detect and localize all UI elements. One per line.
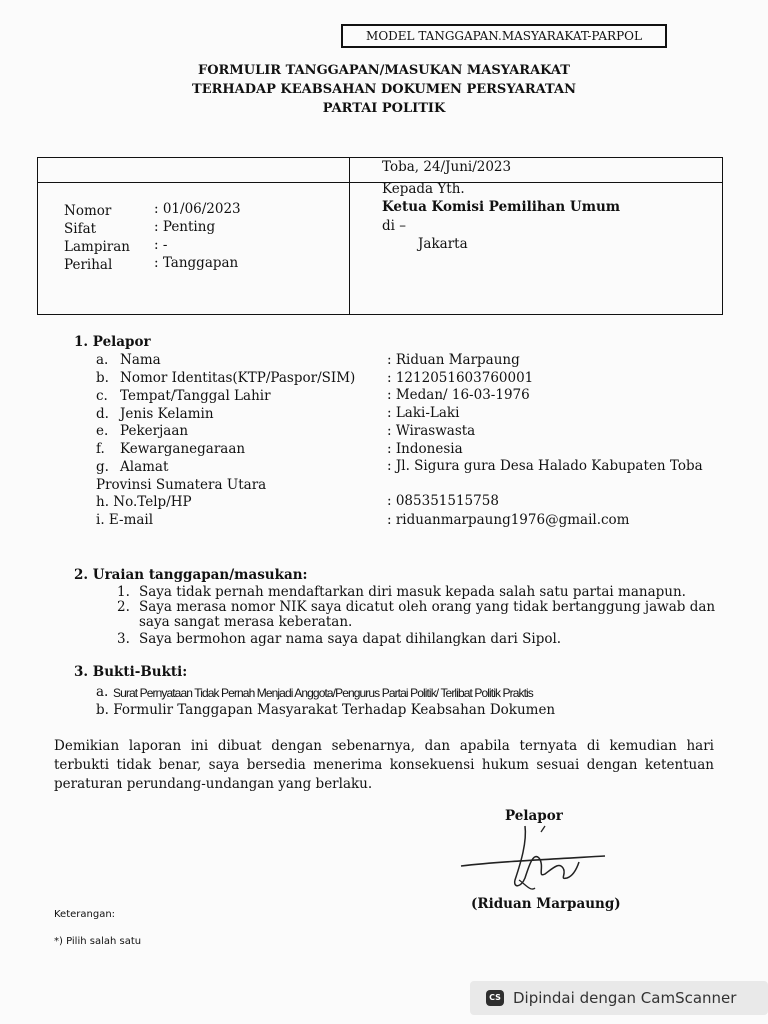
title-line-2: TERHADAP KEABSAHAN DOKUMEN PERSYARATAN — [192, 82, 576, 97]
bukti-item-b: b. Formulir Tanggapan Masyarakat Terhadap Keabsahan Dokumen — [96, 702, 556, 718]
field-label-kelamin: Jenis Kelamin — [120, 406, 214, 422]
field-value-alamat: : Jl. Sigura gura Desa Halado Kabupaten Toba — [387, 458, 703, 474]
camscanner-logo-icon: CS — [486, 990, 504, 1006]
nomor-value: : 01/06/2023 — [154, 201, 241, 217]
place-date: Toba, 24/Juni/2023 — [382, 159, 512, 175]
uraian-item-number: 3. — [117, 631, 130, 647]
field-label-alamat: Alamat — [120, 459, 169, 475]
bukti-heading: 3. Bukti-Bukti: — [74, 664, 188, 680]
uraian-item-number: 2. — [117, 599, 130, 615]
uraian-item-text: Saya bermohon agar nama saya dapat dihilangkan dari Sipol. — [139, 631, 562, 647]
lampiran-value: : - — [154, 237, 168, 253]
field-label-email: i. E-mail — [96, 512, 154, 528]
table-divider-horizontal — [38, 182, 722, 183]
pelapor-heading: 1. Pelapor — [74, 334, 151, 350]
recipient-di: di – — [382, 218, 407, 234]
title-line-1: FORMULIR TANGGAPAN/MASUKAN MASYARAKAT — [198, 63, 570, 78]
field-value-telp: : 085351515758 — [387, 493, 499, 509]
field-value-nama: : Riduan Marpaung — [387, 352, 520, 368]
field-letter: e. — [96, 423, 109, 439]
field-value-pekerjaan: : Wiraswasta — [387, 423, 476, 439]
uraian-item-number: 1. — [117, 584, 130, 600]
notes-item-1: *) Pilih salah satu — [54, 936, 142, 947]
model-label: MODEL TANGGAPAN.MASYARAKAT-PARPOL — [341, 24, 667, 48]
field-letter: a. — [96, 352, 109, 368]
recipient: Ketua Komisi Pemilihan Umum — [382, 199, 621, 215]
bukti-item-a: Surat Pernyataan Tidak Pernah Menjadi Anggota/Pengurus Partai Politik/ Terlibat Politik Praktis — [113, 686, 533, 700]
field-value-email: : riduanmarpaung1976@gmail.com — [387, 512, 630, 528]
sifat-value: : Penting — [154, 219, 216, 235]
camscanner-text: Dipindai dengan CamScanner — [513, 989, 737, 1007]
field-value-kelamin: : Laki-Laki — [387, 405, 460, 421]
field-letter: f. — [96, 441, 105, 457]
field-letter: g. — [96, 459, 109, 475]
uraian-item-text: Saya merasa nomor NIK saya dicatut oleh orang yang tidak bertanggung jawab dan — [139, 599, 716, 615]
uraian-item-text: Saya tidak pernah mendaftarkan diri masuk kepada salah satu partai manapun. — [139, 584, 686, 600]
title-line-3: PARTAI POLITIK — [322, 101, 446, 116]
field-value-ttl: : Medan/ 16-03-1976 — [387, 387, 530, 403]
table-divider-vertical — [349, 158, 350, 314]
camscanner-badge — [470, 981, 768, 1015]
address-continuation: Provinsi Sumatera Utara — [96, 477, 267, 493]
letter-header-table — [37, 157, 723, 315]
recipient-city: Jakarta — [418, 236, 468, 252]
field-letter: d. — [96, 406, 109, 422]
field-letter: c. — [96, 388, 108, 404]
uraian-heading: 2. Uraian tanggapan/masukan: — [74, 567, 308, 583]
field-label-nama: Nama — [120, 352, 161, 368]
uraian-item-text: saya sangat merasa keberatan. — [139, 614, 353, 630]
field-label-kewarganegaraan: Kewarganegaraan — [120, 441, 246, 457]
field-label-telp: h. No.Telp/HP — [96, 494, 192, 510]
signer-name: (Riduan Marpaung) — [471, 896, 621, 912]
signature-label: Pelapor — [505, 808, 563, 824]
nomor-label: Nomor — [64, 203, 112, 219]
field-letter: b. — [96, 370, 109, 386]
notes-heading: Keterangan: — [54, 909, 116, 920]
field-label-ttl: Tempat/Tanggal Lahir — [120, 388, 271, 404]
sifat-label: Sifat — [64, 221, 97, 237]
perihal-label: Perihal — [64, 257, 113, 273]
bukti-item-a-letter: a. — [96, 684, 109, 700]
perihal-value: : Tanggapan — [154, 255, 239, 271]
to-label: Kepada Yth. — [382, 181, 465, 197]
field-value-kewarganegaraan: : Indonesia — [387, 441, 463, 457]
field-label-identitas: Nomor Identitas(KTP/Paspor/SIM) — [120, 370, 356, 386]
field-value-identitas: : 1212051603760001 — [387, 370, 534, 386]
lampiran-label: Lampiran — [64, 239, 130, 255]
field-label-pekerjaan: Pekerjaan — [120, 423, 189, 439]
closing-paragraph: Demikian laporan ini dibuat dengan sebenarnya, dan apabila ternyata di kemudian hari terbukti tidak benar, saya bersedia menerima konsekuensi hukum sesuai dengan ketentuan peraturan perundang-undangan yang berlaku. — [54, 738, 714, 792]
handwritten-signature — [455, 822, 615, 894]
